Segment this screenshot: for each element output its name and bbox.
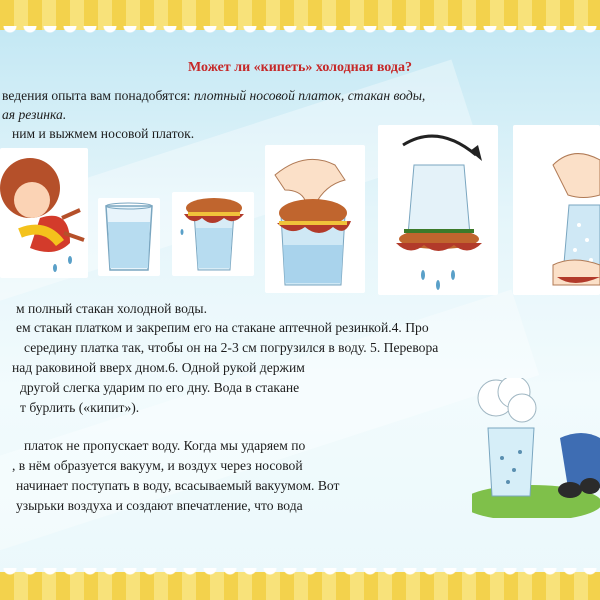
tapping-inverted-glass-illustration (513, 125, 600, 295)
pushing-cloth-into-glass-illustration (265, 145, 365, 293)
explanation-line: начинает поступать в воду, всасываемый вакуумом. Вот (16, 478, 340, 493)
intro-line-2: ая резинка. (2, 107, 67, 122)
bottom-border (0, 572, 600, 600)
wringing-handkerchief-illustration (0, 148, 88, 278)
steps-line: над раковиной вверх дном.6. Одной рукой держим (12, 360, 305, 375)
steps-line: другой слегка ударим по его дну. Вода в стакане (20, 380, 300, 395)
steps-line: ем стакан платком и закрепим его на стакане аптечной резинкой.4. Про (16, 320, 429, 335)
explanation-line: , в нём образуется вакуум, и воздух через носовой (12, 458, 303, 473)
intro-line-1 (2, 88, 425, 104)
jar-covered-with-cloth-illustration (172, 192, 254, 276)
glass-of-water-illustration (98, 198, 160, 276)
steps-line: т бурлить («кипит»). (20, 400, 140, 415)
inverted-glass-with-arrow-illustration (378, 125, 498, 295)
step-line: ним и выжмем носовой платок. (12, 126, 195, 141)
page-title: Может ли «кипеть» холодная вода? (188, 60, 412, 75)
intro-lead: ведения опыта вам понадобятся: (2, 88, 191, 103)
steps-line: м полный стакан холодной воды. (16, 301, 207, 316)
explanation-line: платок не пропускает воду. Когда мы ударяем по (24, 438, 306, 453)
boy-with-bubbling-glass-illustration (472, 378, 600, 518)
top-border (0, 0, 600, 30)
steps-line: середину платка так, чтобы он на 2-3 см погрузился в воду. 5. Перевора (24, 340, 439, 355)
intro-items: плотный носовой платок, стакан воды, (193, 88, 426, 103)
explanation-line: узырьки воздуха и создают впечатление, что вода (16, 498, 303, 513)
